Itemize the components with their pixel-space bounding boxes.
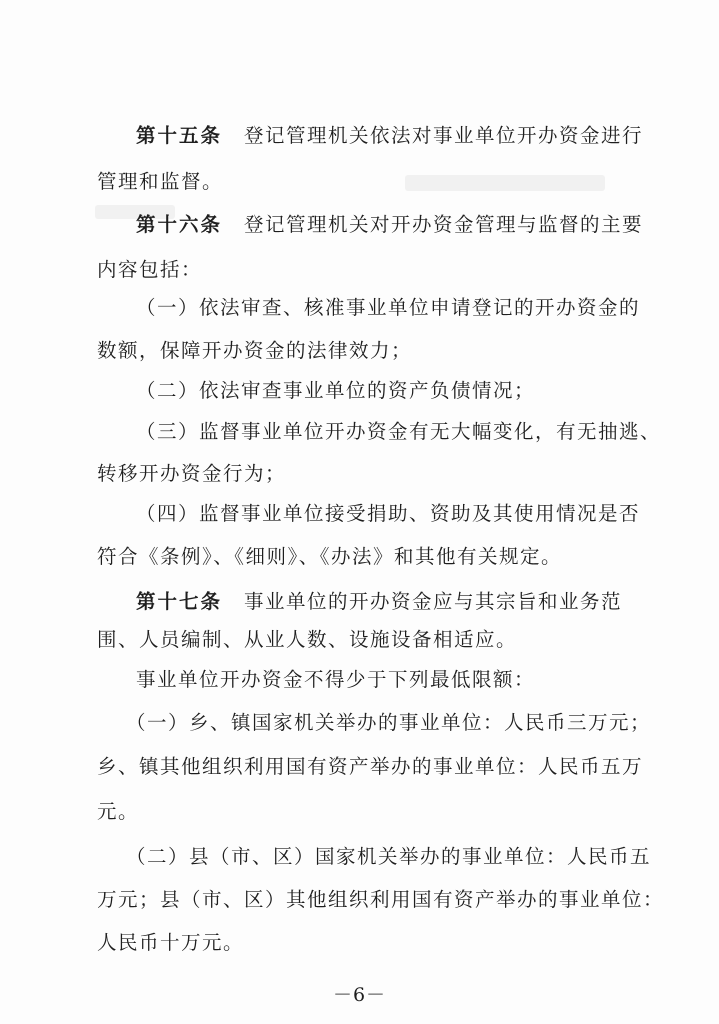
article-16-item-2: （二）依法审查事业单位的资产负债情况； (136, 379, 536, 402)
article-17-heading: 第十七条 (136, 590, 223, 613)
article-16-item-4-line-1: （四）监督事业单位接受捐助、资助及其使用情况是否 (136, 502, 641, 525)
article-16-line-1: 第十六条 登记管理机关对开办资金管理与监督的主要 (136, 213, 644, 236)
article-15-heading: 第十五条 (136, 124, 223, 147)
article-17-line-2: 围、人员编制、从业人数、设施设备相适应。 (97, 628, 518, 651)
article-16-item-3-line-1: （三）监督事业单位开办资金有无大幅变化，有无抽逃、 (136, 420, 662, 443)
article-17-line-1: 第十七条 事业单位的开办资金应与其宗旨和业务范 (136, 590, 623, 613)
article-16-line-2: 内容包括： (97, 258, 203, 281)
article-17-item-1-line-3: 元。 (97, 800, 140, 823)
article-16-item-4-line-2: 符合《条例》、《细则》、《办法》和其他有关规定。 (97, 545, 563, 568)
article-17-paragraph-2: 事业单位开办资金不得少于下列最低限额： (136, 668, 536, 691)
article-16-item-3-line-2: 转移开办资金行为； (97, 462, 287, 485)
article-17-item-2-line-1: （二）县（市、区）国家机关举办的事业单位：人民币五 (126, 845, 652, 868)
article-17-item-2-line-3: 人民币十万元。 (97, 931, 245, 954)
article-17-item-2-line-2: 万元；县（市、区）其他组织利用国有资产举办的事业单位： (97, 888, 665, 911)
article-17-item-1-line-2: 乡、镇其他组织利用国有资产举办的事业单位：人民币五万 (97, 755, 644, 778)
article-15-line-1: 第十五条 登记管理机关依法对事业单位开办资金进行 (136, 124, 644, 147)
article-16-heading: 第十六条 (136, 213, 223, 236)
article-15-line-2: 管理和监督。 (97, 170, 224, 193)
article-16-item-1-line-2: 数额，保障开办资金的法律效力； (97, 339, 413, 362)
scan-artifact (405, 175, 605, 191)
article-16-item-1-line-1: （一）依法审查、核准事业单位申请登记的开办资金的 (136, 296, 641, 319)
article-17-item-1-line-1: （一）乡、镇国家机关举办的事业单位：人民币三万元； (126, 711, 652, 734)
page-number: －6－ (332, 984, 387, 1006)
